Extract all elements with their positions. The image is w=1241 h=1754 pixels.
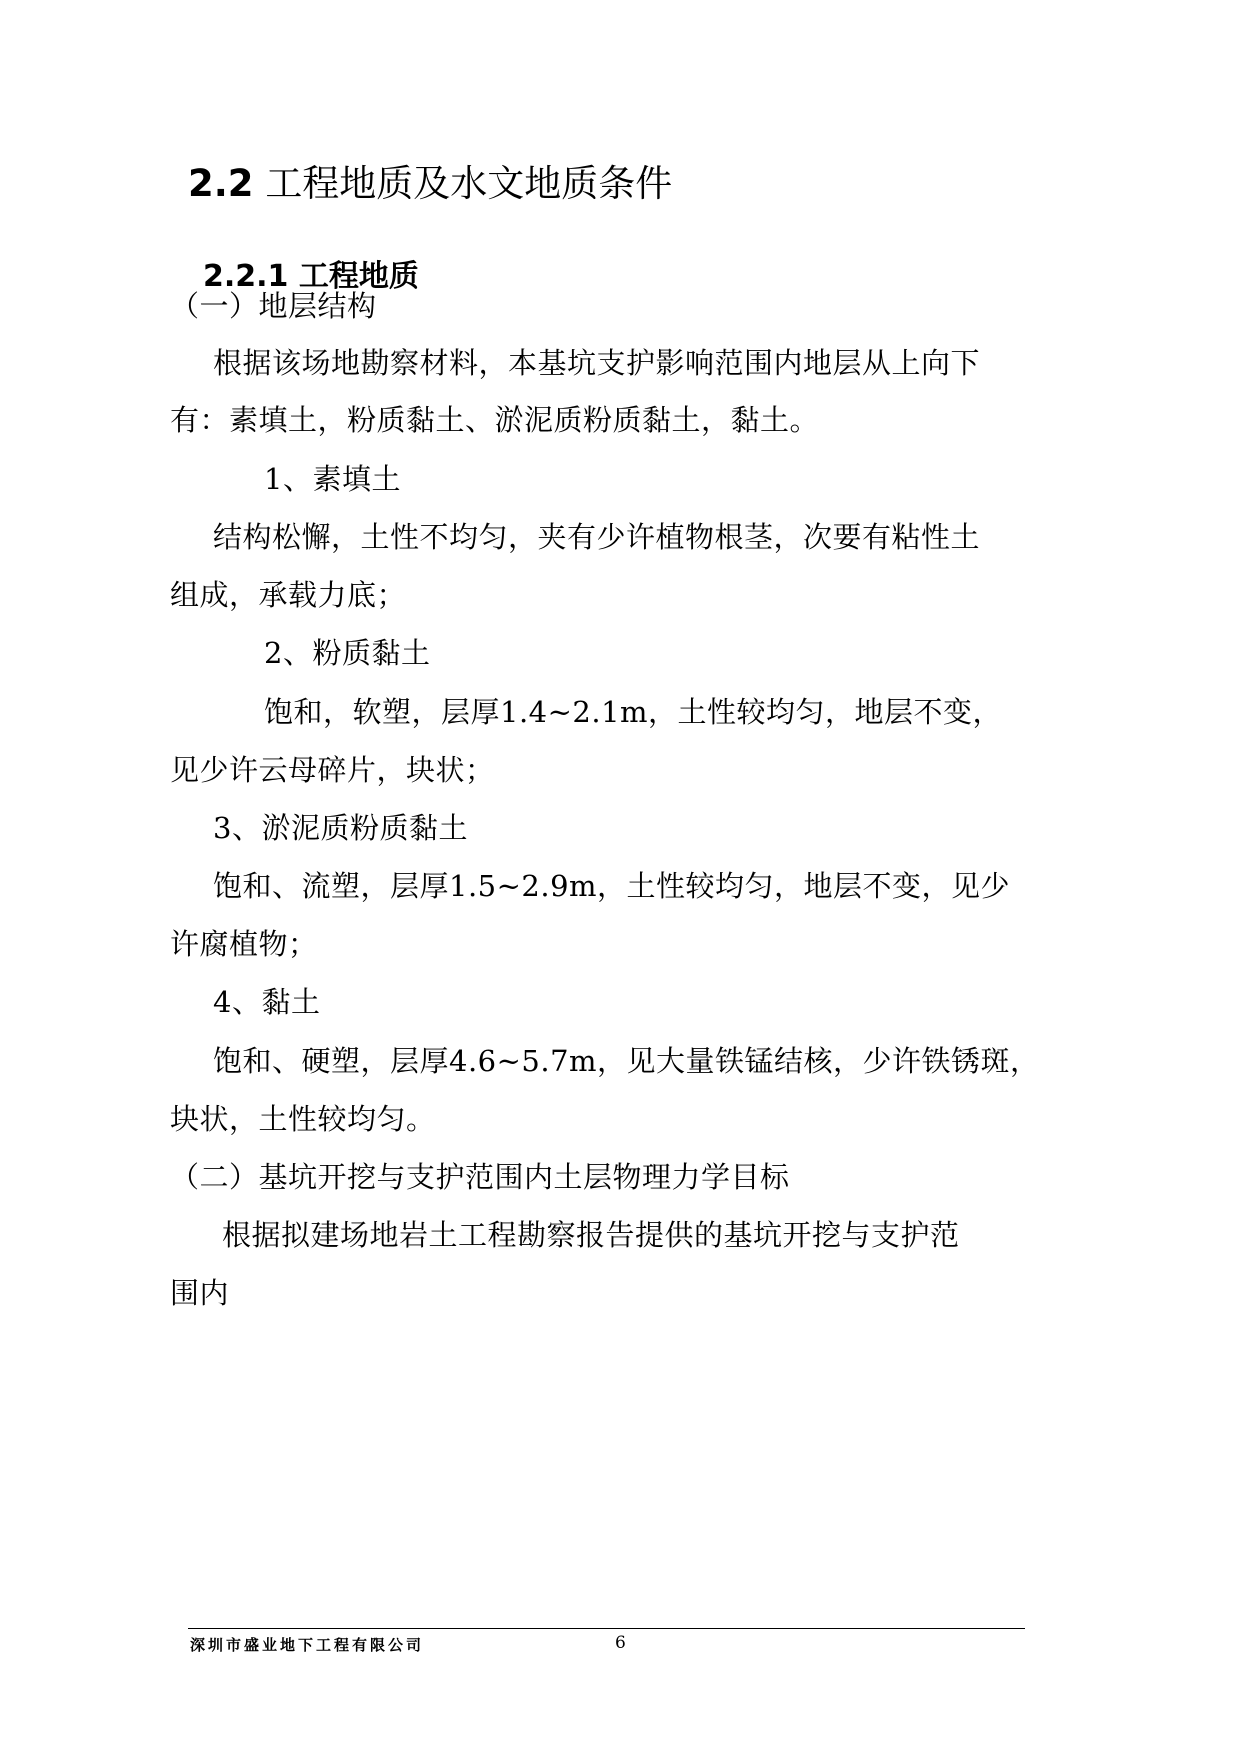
paragraph-mechanics-heading: （二）基坑开挖与支护范围内土层物理力学目标: [170, 1160, 790, 1194]
paragraph-layer-4-line-1: 饱和、硬塑，层厚4.6~5.7m，见大量铁锰结核，少许铁锈斑，: [213, 1044, 1040, 1078]
paragraph-layer-2-heading: 2、粉质黏土: [264, 636, 431, 670]
footer-divider: [188, 1628, 1025, 1629]
paragraph-layer-2-line-2: 见少许云母碎片，块状；: [170, 753, 495, 787]
footer-company-name: 深圳市盛业地下工程有限公司: [190, 1636, 425, 1654]
paragraph-layer-3-line-1: 饱和、流塑，层厚1.5~2.9m，土性较均匀，地层不变，见少: [213, 869, 1011, 903]
paragraph-layer-4-heading: 4、黏土: [213, 985, 321, 1019]
paragraph-layer-3-line-2: 许腐植物；: [170, 927, 318, 961]
section-heading: [188, 162, 672, 206]
paragraph-intro-line-2: 有：素填土，粉质黏土、淤泥质粉质黏土，黏土。: [170, 403, 820, 437]
paragraph-layer-1-line-2: 组成，承载力底；: [170, 578, 407, 612]
subsection-heading: 2.2.1 工程地质: [203, 259, 419, 294]
footer-page-number: 6: [615, 1633, 626, 1653]
paragraph-intro-line-1: 根据该场地勘察材料，本基坑支护影响范围内地层从上向下: [213, 346, 981, 380]
section-title: 工程地质及水文地质条件: [265, 162, 673, 205]
paragraph-layer-1-heading: 1、素填土: [264, 462, 401, 496]
paragraph-layer-1-line-1: 结构松懈，土性不均匀，夹有少许植物根茎，次要有粘性土: [213, 520, 981, 554]
paragraph-mechanics-line-2: 围内: [170, 1276, 230, 1310]
paragraph-layer-3-heading: 3、淤泥质粉质黏土: [213, 811, 468, 845]
paragraph-stratum-structure-heading: （一）地层结构: [170, 289, 377, 323]
paragraph-layer-4-line-2: 块状，土性较均匀。: [170, 1102, 436, 1136]
paragraph-mechanics-line-1: 根据拟建场地岩土工程勘察报告提供的基坑开挖与支护范: [222, 1218, 960, 1252]
section-number: 2.2: [188, 162, 254, 205]
paragraph-layer-2-line-1: 饱和，软塑，层厚1.4~2.1m，土性较均匀，地层不变，: [264, 695, 1003, 729]
